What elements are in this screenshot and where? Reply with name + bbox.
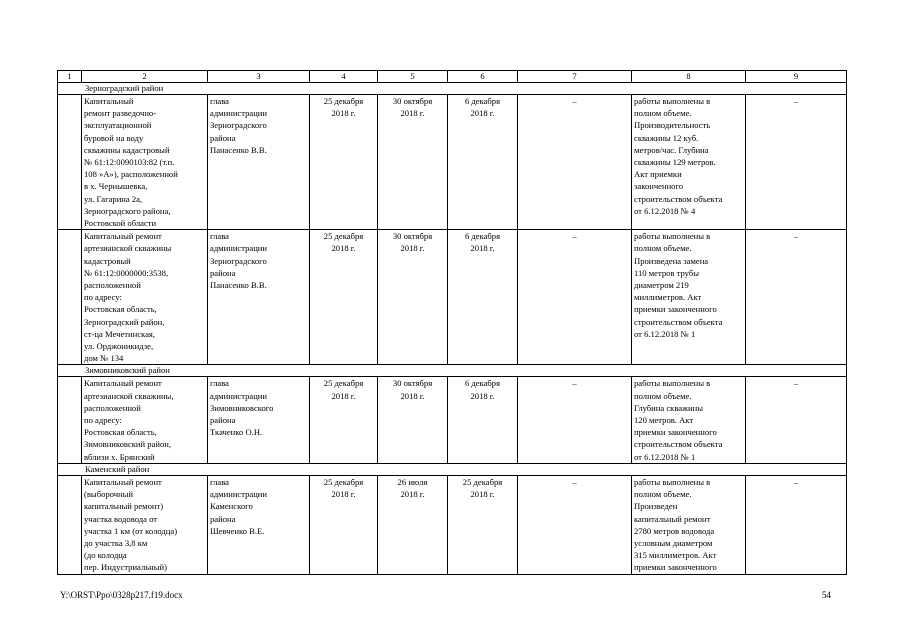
object-cell: Капитальный ремонт (выборочный капитальный ремонт) участка водовода от участка 1 км (от колодца) до участка 3,8 км (до колодца пер. Индустриальный) <box>82 475 208 574</box>
responsible-cell: глава администрации Каменского района Шевченко В.Е. <box>208 475 310 574</box>
program-table <box>57 70 847 575</box>
result-cell: работы выполнены в полном объеме. Глубина скважины 120 метров. Акт приемки законченного строительством объекта от 6.12.2018 № 1 <box>632 377 746 463</box>
responsible-cell: глава администрации Зерноградского района Панасенко В.В. <box>208 95 310 230</box>
header-cell: 6 <box>448 71 518 83</box>
col7-cell: – <box>518 230 632 365</box>
date-cell: 6 декабря 2018 г. <box>448 95 518 230</box>
responsible-cell: глава администрации Зимовниковского района Ткаченко О.Н. <box>208 377 310 463</box>
date-cell: 6 декабря 2018 г. <box>448 377 518 463</box>
page-number: 54 <box>822 590 831 600</box>
district-name: Зимовниковский район <box>58 365 847 377</box>
district-row <box>58 365 847 377</box>
district-name: Каменский район <box>58 463 847 475</box>
result-cell: работы выполнены в полном объеме. Производительность скважины 12 куб. метров/час. Глубина скважины 129 метров. Акт приемки законченного строительством объекта от 6.12.2018 № 4 <box>632 95 746 230</box>
col7-cell: – <box>518 475 632 574</box>
date-cell: 30 октября 2018 г. <box>378 230 448 365</box>
col9-cell: – <box>746 475 847 574</box>
object-cell: Капитальный ремонт артезианской скважины кадастровый № 61:12:0000000:3538, расположенной по адресу: Ростовская область, Зерноградский район, ст-ца Мечетинская, ул. Орджоникидзе, дом № 134 <box>82 230 208 365</box>
date-cell: 30 октября 2018 г. <box>378 377 448 463</box>
col9-cell: – <box>746 95 847 230</box>
header-cell: 4 <box>310 71 378 83</box>
row-number-cell <box>58 230 82 365</box>
header-cell: 7 <box>518 71 632 83</box>
table-row <box>58 475 847 574</box>
header-row <box>58 71 847 83</box>
date-cell: 25 декабря 2018 г. <box>448 475 518 574</box>
date-cell: 26 июля 2018 г. <box>378 475 448 574</box>
date-cell: 30 октября 2018 г. <box>378 95 448 230</box>
date-cell: 25 декабря 2018 г. <box>310 377 378 463</box>
header-cell: 9 <box>746 71 847 83</box>
district-row <box>58 83 847 95</box>
col7-cell: – <box>518 95 632 230</box>
result-cell: работы выполнены в полном объеме. Произведена замена 110 метров трубы диаметром 219 миллиметров. Акт приемки законченного строительством объекта от 6.12.2018 № 1 <box>632 230 746 365</box>
date-cell: 25 декабря 2018 г. <box>310 95 378 230</box>
col9-cell: – <box>746 230 847 365</box>
row-number-cell <box>58 475 82 574</box>
table-row <box>58 95 847 230</box>
object-cell: Капитальный ремонт разведочно- эксплуатационной буровой на воду скважины кадастровый № 61:12:0090103:82 (т.п. 108 »А»), расположенной в х. Чернышевка, ул. Гагарина 2а, Зерноградского района, Ростовской области <box>82 95 208 230</box>
col7-cell: – <box>518 377 632 463</box>
responsible-cell: глава администрации Зерноградского района Панасенко В.В. <box>208 230 310 365</box>
table-row <box>58 377 847 463</box>
district-row <box>58 463 847 475</box>
object-cell: Капитальный ремонт артезианской скважины, расположенной по адресу: Ростовская область, Зимовниковский район, вблизи х. Брянский <box>82 377 208 463</box>
row-number-cell <box>58 377 82 463</box>
col9-cell: – <box>746 377 847 463</box>
table-row <box>58 230 847 365</box>
header-cell: 8 <box>632 71 746 83</box>
district-name: Зерноградский район <box>58 83 847 95</box>
header-cell: 3 <box>208 71 310 83</box>
row-number-cell <box>58 95 82 230</box>
date-cell: 25 декабря 2018 г. <box>310 475 378 574</box>
document-path: Y:\ORST\Ppo\0328p217.f19.docx <box>60 590 183 600</box>
header-cell: 5 <box>378 71 448 83</box>
header-cell: 1 <box>58 71 82 83</box>
header-cell: 2 <box>82 71 208 83</box>
date-cell: 6 декабря 2018 г. <box>448 230 518 365</box>
result-cell: работы выполнены в полном объеме. Произведен капитальный ремонт 2780 метров водовода условным диаметром 315 миллиметров. Акт приемки законченного <box>632 475 746 574</box>
date-cell: 25 декабря 2018 г. <box>310 230 378 365</box>
